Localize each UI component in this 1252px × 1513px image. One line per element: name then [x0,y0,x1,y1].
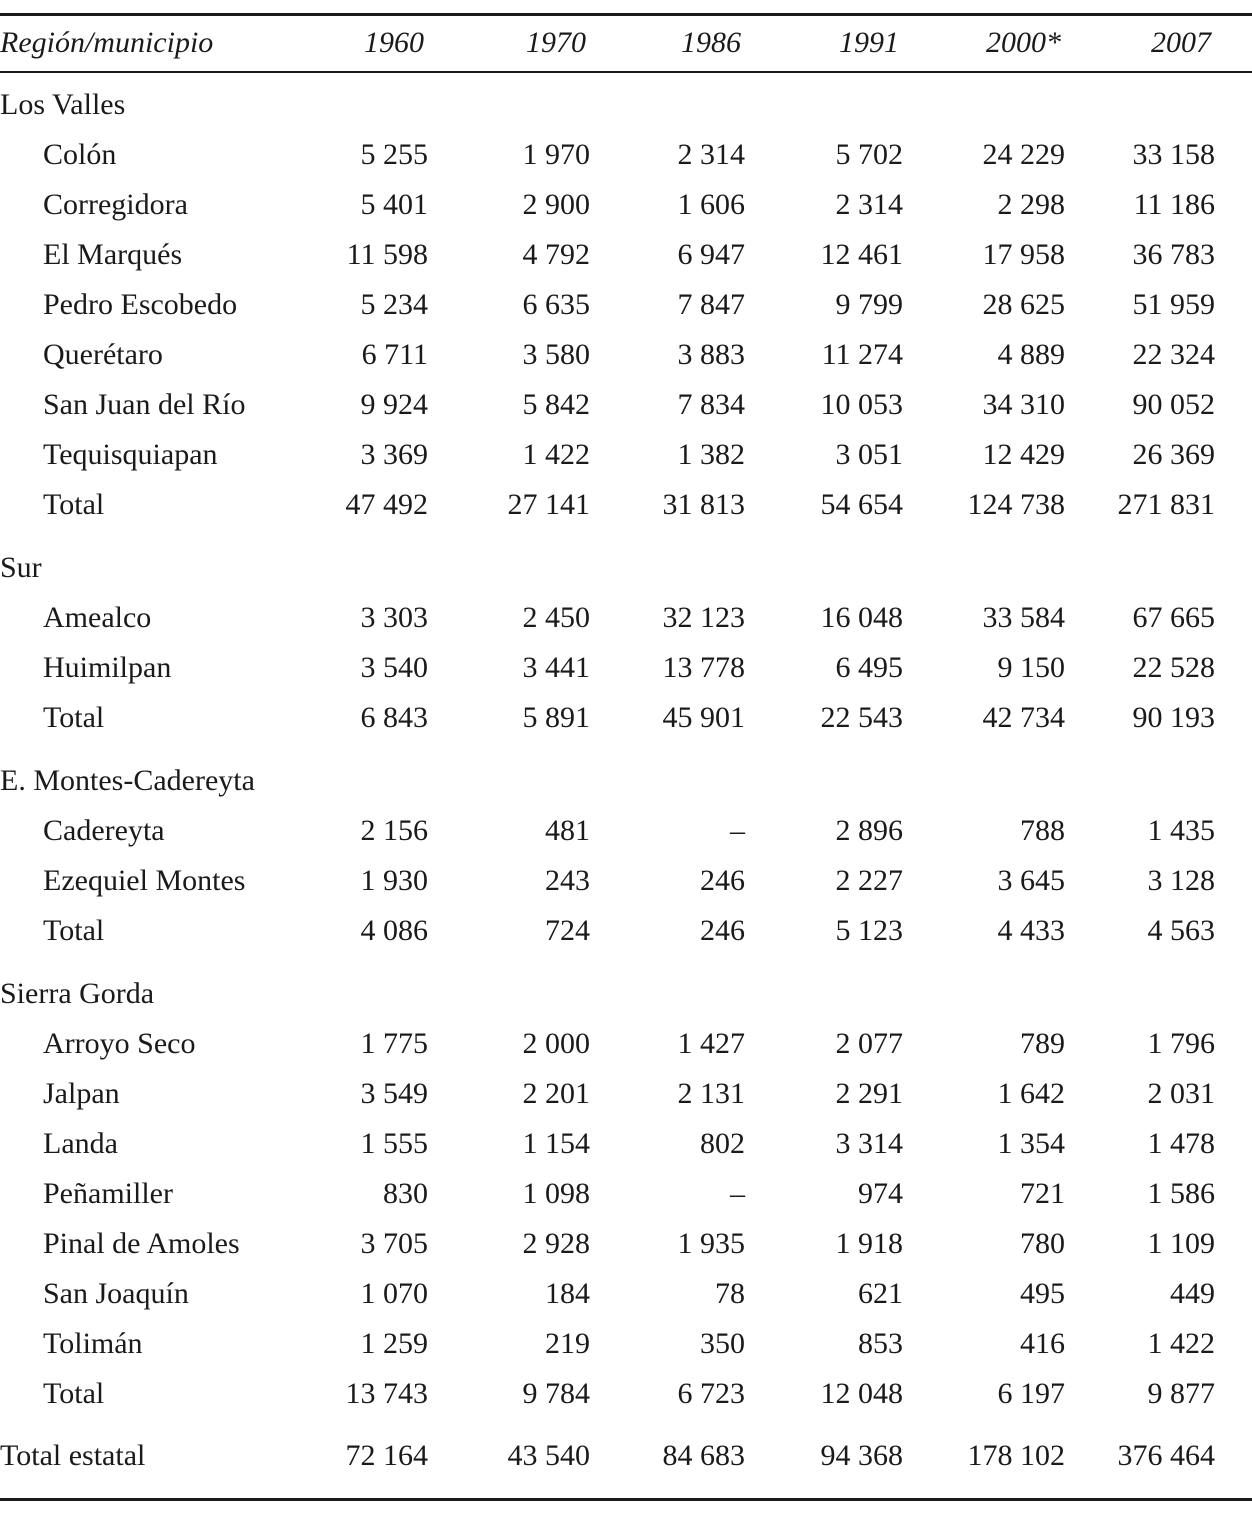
table-row [0,1069,1215,1119]
header-year: 2007 [1151,26,1211,59]
cell-value: 45 901 [662,701,745,734]
cell-value: 5 401 [360,188,428,221]
cell-value: 24 229 [982,138,1065,171]
cell-value: 3 645 [997,864,1065,897]
cell-value: 34 310 [982,388,1065,421]
cell-value: 6 843 [360,701,428,734]
cell-value: 6 723 [677,1377,745,1410]
cell-value: 495 [1020,1277,1065,1310]
bottom-rule [0,1498,1252,1501]
table-row [0,1219,1215,1269]
cell-value: 3 051 [835,438,903,471]
table-row-label: Huimilpan [43,651,172,684]
state-total-row [0,1431,1215,1481]
cell-value: 5 842 [522,388,590,421]
region-total-row [0,906,1215,956]
cell-value: 5 123 [835,914,903,947]
cell-value: 31 813 [662,488,745,521]
cell-value: 2 031 [1147,1077,1215,1110]
header-region: Región/municipio [0,26,214,59]
table-row-label: Tolimán [43,1327,143,1360]
cell-value: 1 422 [1147,1327,1215,1360]
cell-value: – [730,814,745,847]
cell-value: 3 549 [360,1077,428,1110]
cell-value: 1 354 [997,1127,1065,1160]
cell-value: 2 131 [677,1077,745,1110]
cell-value: 51 959 [1132,288,1215,321]
region-heading-label: Sierra Gorda [0,977,155,1010]
cell-value: 9 784 [522,1377,590,1410]
cell-value: 1 259 [360,1327,428,1360]
cell-value: 4 563 [1147,914,1215,947]
cell-value: 789 [1020,1027,1065,1060]
table-row-label: Amealco [43,601,152,634]
cell-value: 26 369 [1132,438,1215,471]
cell-value: 5 891 [522,701,590,734]
cell-value: 47 492 [345,488,428,521]
cell-value: 9 924 [360,388,428,421]
cell-value: 788 [1020,814,1065,847]
region-total-row [0,480,1215,530]
cell-value: 724 [545,914,590,947]
cell-value: – [730,1177,745,1210]
cell-value: 3 128 [1147,864,1215,897]
cell-value: 9 799 [835,288,903,321]
cell-value: 6 495 [835,651,903,684]
cell-value: 4 889 [997,338,1065,371]
cell-value: 1 555 [360,1127,428,1160]
cell-value: 2 227 [835,864,903,897]
cell-value: 1 930 [360,864,428,897]
table-row-label: Pedro Escobedo [43,288,238,321]
table-row [0,230,1215,280]
cell-value: 7 834 [677,388,745,421]
cell-value: 4 792 [522,238,590,271]
cell-value: 94 368 [820,1439,903,1472]
table-row [0,806,1215,856]
cell-value: 416 [1020,1327,1065,1360]
table-row-label: Cadereyta [43,814,165,847]
region-heading [0,969,1215,1019]
cell-value: 2 298 [997,188,1065,221]
cell-value: 72 164 [345,1439,428,1472]
header-year: 1960 [364,26,424,59]
table-row [0,130,1215,180]
cell-value: 90 193 [1132,701,1215,734]
cell-value: 219 [545,1327,590,1360]
cell-value: 6 635 [522,288,590,321]
table-row [0,1119,1215,1169]
cell-value: 9 150 [997,651,1065,684]
region-total-row [0,1369,1215,1419]
cell-value: 721 [1020,1177,1065,1210]
table-row [0,643,1215,693]
region-heading-label: Sur [0,551,42,584]
cell-value: 43 540 [507,1439,590,1472]
cell-value: 2 201 [522,1077,590,1110]
cell-value: 6 711 [361,338,428,371]
cell-value: 22 543 [820,701,903,734]
region-total-row-label: Total [43,488,105,521]
cell-value: 246 [700,914,745,947]
cell-value: 1 586 [1147,1177,1215,1210]
table-row [0,856,1215,906]
cell-value: 22 324 [1132,338,1215,371]
cell-value: 3 441 [522,651,590,684]
cell-value: 2 314 [677,138,745,171]
table-row [0,430,1215,480]
cell-value: 1 935 [677,1227,745,1260]
header-year: 1986 [681,26,741,59]
table-row-label: Querétaro [43,338,163,371]
cell-value: 5 234 [360,288,428,321]
header-year: 1991 [839,26,899,59]
cell-value: 1 427 [677,1027,745,1060]
cell-value: 2 291 [835,1077,903,1110]
cell-value: 2 928 [522,1227,590,1260]
cell-value: 3 540 [360,651,428,684]
cell-value: 1 098 [522,1177,590,1210]
cell-value: 28 625 [982,288,1065,321]
cell-value: 449 [1170,1277,1215,1310]
cell-value: 780 [1020,1227,1065,1260]
cell-value: 1 382 [677,438,745,471]
region-heading [0,80,1215,130]
table-row [0,593,1215,643]
table-row-label: Landa [43,1127,118,1160]
header-year: 2000* [986,26,1061,59]
table-row-label: Pinal de Amoles [43,1227,240,1260]
cell-value: 6 947 [677,238,745,271]
table-row [0,1169,1215,1219]
cell-value: 3 303 [360,601,428,634]
table-row [0,380,1215,430]
table-row [0,330,1215,380]
cell-value: 84 683 [662,1439,745,1472]
cell-value: 90 052 [1132,388,1215,421]
cell-value: 1 775 [360,1027,428,1060]
cell-value: 2 900 [522,188,590,221]
table-row-label: Peñamiller [43,1177,173,1210]
table-row [0,280,1215,330]
region-total-row-label: Total [43,914,105,947]
cell-value: 376 464 [1117,1439,1215,1472]
cell-value: 1 918 [835,1227,903,1260]
region-heading [0,756,1215,806]
cell-value: 36 783 [1132,238,1215,271]
cell-value: 11 598 [346,238,428,271]
cell-value: 42 734 [982,701,1065,734]
cell-value: 2 156 [360,814,428,847]
cell-value: 184 [545,1277,590,1310]
region-heading-label: Los Valles [0,88,126,121]
cell-value: 11 186 [1133,188,1215,221]
cell-value: 1 109 [1147,1227,1215,1260]
cell-value: 3 705 [360,1227,428,1260]
cell-value: 3 883 [677,338,745,371]
cell-value: 853 [858,1327,903,1360]
cell-value: 5 255 [360,138,428,171]
region-total-row-label: Total [43,701,105,734]
table-row-label: El Marqués [43,238,183,271]
cell-value: 243 [545,864,590,897]
cell-value: 1 606 [677,188,745,221]
table-row-label: Arroyo Seco [43,1027,196,1060]
cell-value: 78 [715,1277,745,1310]
table-row [0,1019,1215,1069]
header-year: 1970 [526,26,586,59]
cell-value: 12 429 [982,438,1065,471]
cell-value: 22 528 [1132,651,1215,684]
cell-value: 1 435 [1147,814,1215,847]
cell-value: 13 743 [345,1377,428,1410]
region-total-row [0,693,1215,743]
table-row-label: Colón [43,138,117,171]
table-row-label: San Joaquín [43,1277,189,1310]
cell-value: 2 077 [835,1027,903,1060]
cell-value: 32 123 [662,601,745,634]
cell-value: 67 665 [1132,601,1215,634]
state-total-row-label: Total estatal [0,1439,146,1472]
cell-value: 246 [700,864,745,897]
cell-value: 178 102 [967,1439,1065,1472]
cell-value: 2 896 [835,814,903,847]
cell-value: 11 274 [821,338,903,371]
region-total-row-label: Total [43,1377,105,1410]
cell-value: 1 796 [1147,1027,1215,1060]
table-row-label: Ezequiel Montes [43,864,246,897]
header-rule [0,71,1252,73]
table-header [0,18,1215,68]
cell-value: 12 461 [820,238,903,271]
cell-value: 12 048 [820,1377,903,1410]
cell-value: 27 141 [507,488,590,521]
cell-value: 1 970 [522,138,590,171]
cell-value: 2 450 [522,601,590,634]
cell-value: 350 [700,1327,745,1360]
cell-value: 271 831 [1117,488,1215,521]
cell-value: 2 314 [835,188,903,221]
cell-value: 974 [858,1177,903,1210]
cell-value: 1 070 [360,1277,428,1310]
cell-value: 3 580 [522,338,590,371]
cell-value: 3 314 [835,1127,903,1160]
cell-value: 54 654 [820,488,903,521]
cell-value: 3 369 [360,438,428,471]
cell-value: 33 584 [982,601,1065,634]
table-row [0,1319,1215,1369]
cell-value: 802 [700,1127,745,1160]
table-row [0,180,1215,230]
cell-value: 4 086 [360,914,428,947]
cell-value: 7 847 [677,288,745,321]
table-row-label: Tequisquiapan [43,438,218,471]
table-row-label: San Juan del Río [43,388,246,421]
cell-value: 1 422 [522,438,590,471]
cell-value: 13 778 [662,651,745,684]
cell-value: 481 [545,814,590,847]
cell-value: 621 [858,1277,903,1310]
table-row-label: Jalpan [43,1077,120,1110]
region-heading [0,543,1215,593]
table-row [0,1269,1215,1319]
cell-value: 9 877 [1147,1377,1215,1410]
cell-value: 17 958 [982,238,1065,271]
cell-value: 1 642 [997,1077,1065,1110]
cell-value: 33 158 [1132,138,1215,171]
cell-value: 830 [383,1177,428,1210]
cell-value: 1 154 [522,1127,590,1160]
cell-value: 6 197 [997,1377,1065,1410]
region-heading-label: E. Montes-Cadereyta [0,764,255,797]
cell-value: 124 738 [967,488,1065,521]
cell-value: 10 053 [820,388,903,421]
cell-value: 16 048 [820,601,903,634]
cell-value: 5 702 [835,138,903,171]
cell-value: 2 000 [522,1027,590,1060]
table-row-label: Corregidora [43,188,188,221]
cell-value: 1 478 [1147,1127,1215,1160]
cell-value: 4 433 [997,914,1065,947]
top-rule [0,13,1252,16]
